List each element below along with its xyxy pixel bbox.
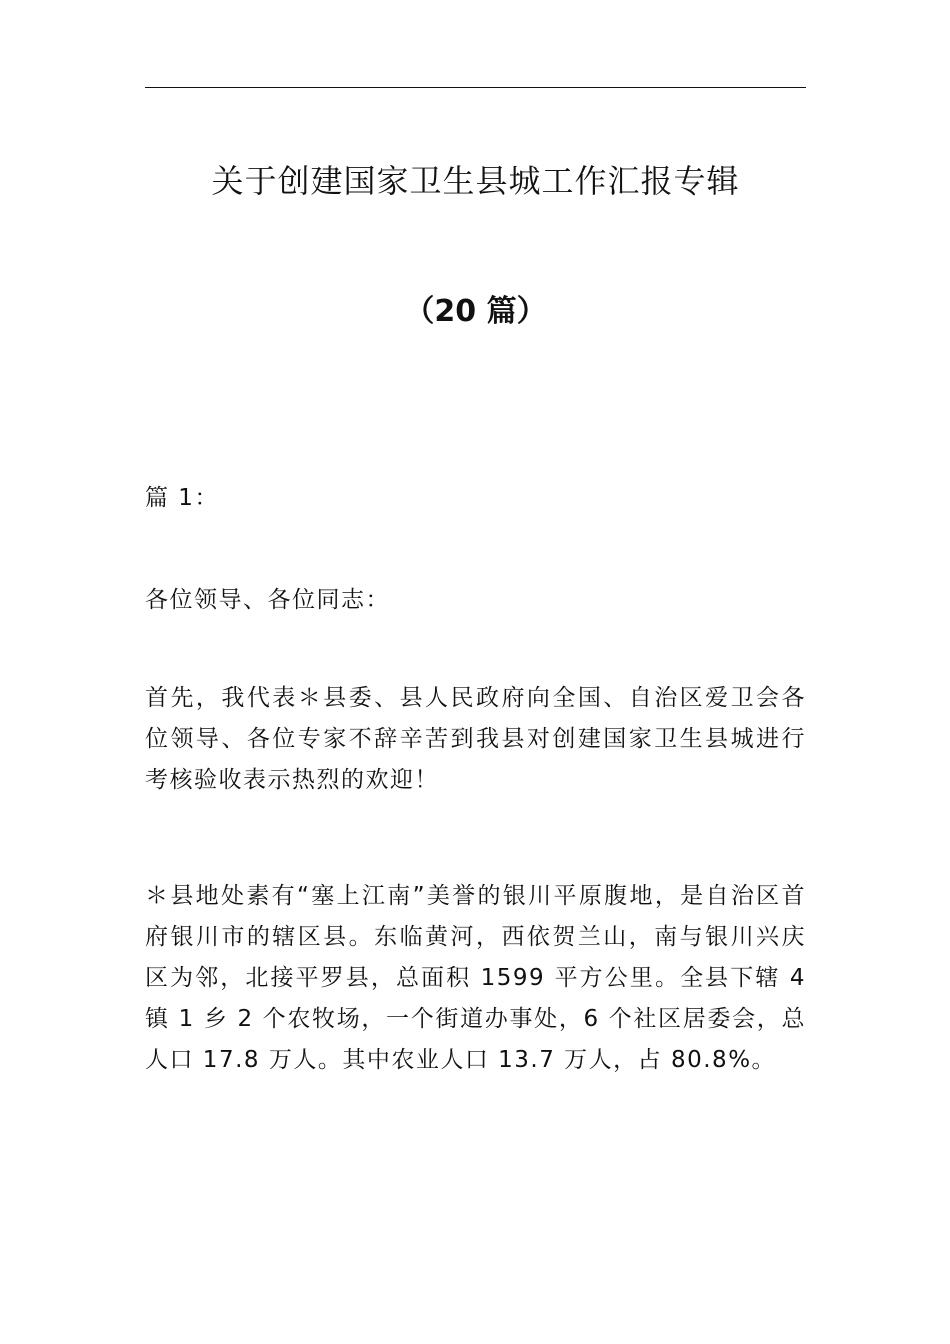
header-rule bbox=[145, 87, 806, 88]
section-label: 篇 1： bbox=[145, 485, 219, 511]
document-title: 关于创建国家卫生县城工作汇报专辑 bbox=[211, 162, 740, 200]
salutation: 各位领导、各位同志： bbox=[145, 587, 390, 613]
paragraph-county-overview: ＊县地处素有“塞上江南”美誉的银川平原腹地，是自治区首府银川市的辖区县。东临黄河，西依贺兰山，南与银川兴庆区为邻，北接平罗县，总面积 1599 平方公里。全县下辖 4 镇 1 乡 2 个农牧场，一个街道办事处，6 个社区居委会，总人口 17.8 万人。其中农业人口 13.7 万人，占 80.8%。 bbox=[145, 883, 806, 1073]
paragraph-welcome: 首先，我代表＊县委、县人民政府向全国、自治区爱卫会各位领导、各位专家不辞辛苦到我县对创建国家卫生县城进行考核验收表示热烈的欢迎！ bbox=[145, 685, 806, 793]
document-subtitle: （20 篇） bbox=[404, 294, 547, 329]
